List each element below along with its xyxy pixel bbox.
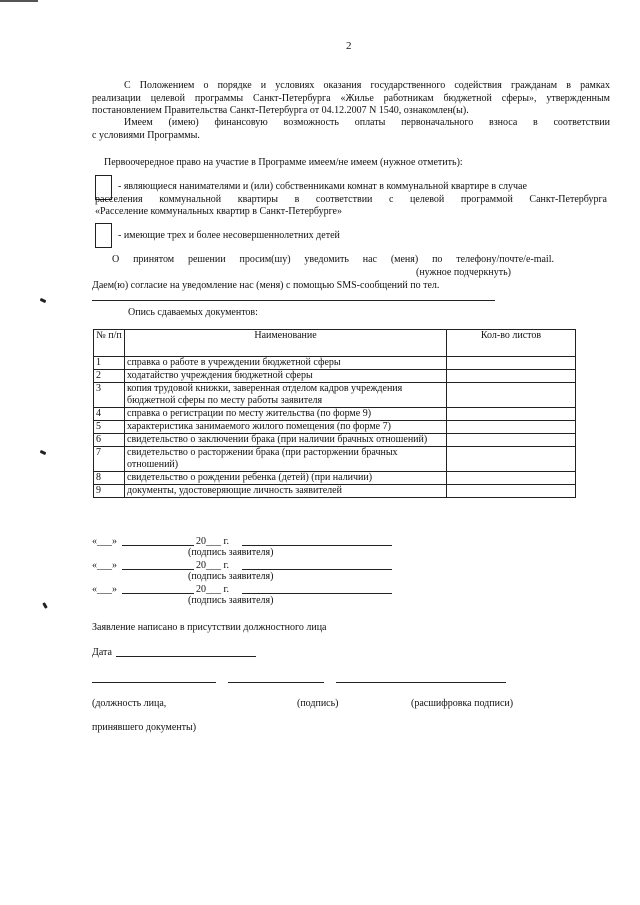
signature-caption: (подпись заявителя): [188, 547, 274, 558]
intro-line: постановлением Правительства Санкт-Петербурга от 04.12.2007 N 1540, ознакомлен(ы).: [92, 105, 469, 116]
row-name: документы, удостоверяющие личность заявителей: [125, 485, 447, 498]
finance-line: с условиями Программы.: [92, 129, 200, 141]
row-name: справка о регистрации по месту жительства (по форме 9): [125, 408, 447, 421]
row-num: 3: [94, 383, 125, 408]
date-quote: «___»: [92, 560, 117, 571]
official-signature-line[interactable]: [228, 682, 324, 683]
table-header-row: [94, 330, 576, 357]
page-number: 2: [346, 40, 352, 52]
caption-decoding: (расшифровка подписи): [411, 698, 514, 709]
priority-option-children: - имеющие трех и более несовершеннолетних детей: [118, 230, 340, 241]
date-quote: «___»: [92, 584, 117, 595]
row-name: справка о работе в учреждении бюджетной сферы: [125, 357, 447, 370]
row-num: 8: [94, 472, 125, 485]
table-row: [94, 447, 576, 472]
header-num: № п/п: [94, 330, 125, 357]
priority-option-communal-line2: расселения коммунальной квартиры в соответствии с целевой программой Санкт-Петербурга: [95, 194, 607, 205]
row-num: 4: [94, 408, 125, 421]
row-sheets[interactable]: [447, 370, 576, 383]
signature-line[interactable]: [242, 569, 392, 570]
scan-mark: [42, 602, 48, 609]
phone-line[interactable]: [92, 300, 495, 301]
priority-option-communal: - являющиеся нанимателями и (или) собственниками комнат в коммунальной квартире в случае: [118, 181, 527, 192]
signature-line[interactable]: [242, 593, 392, 594]
year-label: 20___ г.: [196, 584, 229, 595]
row-name: свидетельство о расторжении брака (при расторжении брачных отношений): [125, 447, 447, 472]
year-label: 20___ г.: [196, 536, 229, 547]
header-sheets: Кол-во листов: [447, 330, 576, 357]
row-num: 7: [94, 447, 125, 472]
signature-caption: (подпись заявителя): [188, 595, 274, 606]
row-sheets[interactable]: [447, 421, 576, 434]
caption-received: принявшего документы): [92, 722, 197, 733]
signature-caption: (подпись заявителя): [188, 571, 274, 582]
row-name: копия трудовой книжки, заверенная отделом кадров учреждения бюджетной сферы по месту работы заявителя: [125, 383, 447, 408]
priority-checkbox-children[interactable]: [95, 223, 112, 248]
date-line[interactable]: [116, 656, 256, 657]
notify-note: (нужное подчеркнуть): [416, 267, 511, 278]
row-num: 1: [94, 357, 125, 370]
row-name: ходатайство учреждения бюджетной сферы: [125, 370, 447, 383]
priority-heading: Первоочередное право на участие в Программе имеем/не имеем (нужное отметить):: [104, 157, 463, 168]
scan-artifact: [0, 0, 38, 2]
header-name: Наименование: [125, 330, 447, 357]
finance-line: Имеем (имею) финансовую возможность оплаты первоначального взноса в соответствии: [124, 117, 610, 128]
caption-signature: (подпись): [297, 698, 339, 709]
row-sheets[interactable]: [447, 383, 576, 408]
row-num: 6: [94, 434, 125, 447]
position-line[interactable]: [92, 682, 216, 683]
table-row: [94, 485, 576, 498]
notify-line: О принятом решении просим(шу) уведомить нас (меня) по телефону/почте/e-mail.: [112, 254, 554, 265]
table-row: [94, 357, 576, 370]
row-sheets[interactable]: [447, 408, 576, 421]
year-label: 20___ г.: [196, 560, 229, 571]
official-presence: Заявление написано в присутствии должностного лица: [92, 622, 327, 633]
row-name: характеристика занимаемого жилого помещения (по форме 7): [125, 421, 447, 434]
row-name: свидетельство о рождении ребенка (детей) (при наличии): [125, 472, 447, 485]
row-num: 9: [94, 485, 125, 498]
date-quote: «___»: [92, 536, 117, 547]
table-row: [94, 408, 576, 421]
date-month-line[interactable]: [122, 569, 194, 570]
date-month-line[interactable]: [122, 593, 194, 594]
priority-option-communal-line3: «Расселение коммунальных квартир в Санкт-Петербурге»: [95, 206, 342, 217]
row-sheets[interactable]: [447, 447, 576, 472]
table-row: [94, 434, 576, 447]
date-label: Дата: [92, 647, 112, 658]
row-sheets[interactable]: [447, 357, 576, 370]
intro-line: С Положением о порядке и условиях оказания государственного содействия гражданам в рамках: [124, 80, 610, 91]
table-row: [94, 472, 576, 485]
intro-paragraph: [92, 80, 610, 142]
table-row: [94, 421, 576, 434]
signature-line[interactable]: [242, 545, 392, 546]
date-month-line[interactable]: [122, 545, 194, 546]
caption-position: (должность лица,: [92, 698, 167, 709]
row-name: свидетельство о заключении брака (при наличии брачных отношений): [125, 434, 447, 447]
row-sheets[interactable]: [447, 434, 576, 447]
inventory-table: [93, 329, 576, 498]
row-sheets[interactable]: [447, 485, 576, 498]
decoding-line[interactable]: [336, 682, 506, 683]
scan-mark: [40, 450, 47, 455]
sms-consent: Даем(ю) согласие на уведомление нас (меня) с помощью SMS-сообщений по тел.: [92, 280, 440, 291]
applicant-signatures: [92, 536, 392, 608]
table-row: [94, 383, 576, 408]
row-num: 2: [94, 370, 125, 383]
inventory-title: Опись сдаваемых документов:: [128, 307, 258, 318]
table-row: [94, 370, 576, 383]
row-sheets[interactable]: [447, 472, 576, 485]
scan-mark: [40, 298, 47, 303]
row-num: 5: [94, 421, 125, 434]
intro-line: реализации целевой программы Санкт-Петербурга «Жилье работникам бюджетной сферы», утвержденным: [92, 92, 610, 104]
